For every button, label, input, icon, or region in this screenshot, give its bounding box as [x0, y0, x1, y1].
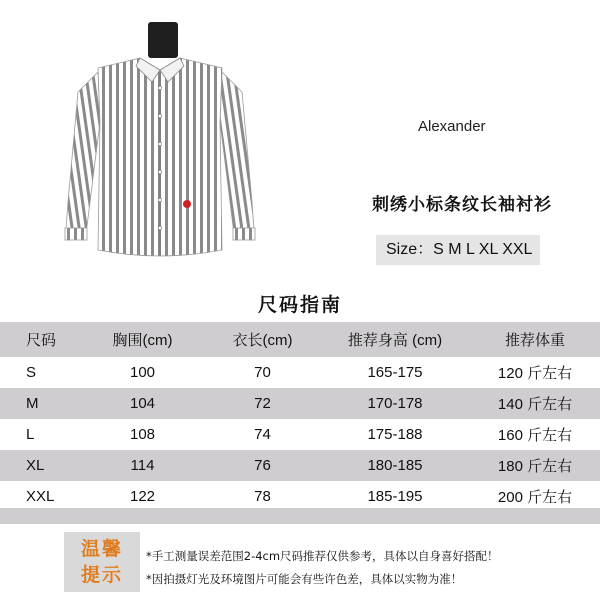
table-row — [0, 450, 600, 481]
cell-weight: 160 斤左右 — [497, 427, 573, 444]
cell-size: XL — [26, 457, 45, 474]
cell-chest: 122 — [129, 488, 156, 505]
cell-weight: 120 斤左右 — [497, 365, 573, 382]
cell-weight: 180 斤左右 — [497, 458, 573, 475]
embroidered-label-icon — [182, 199, 192, 209]
cell-length: 72 — [254, 395, 271, 412]
header-size: 尺码 — [26, 332, 57, 349]
header-chest: 胸围(cm) — [112, 332, 173, 349]
table-row — [0, 357, 600, 388]
notice-label — [64, 532, 140, 592]
cell-height: 180-185 — [367, 457, 423, 474]
cell-chest: 104 — [129, 395, 156, 412]
cell-length: 76 — [254, 457, 271, 474]
cell-chest: 100 — [129, 364, 156, 381]
table-row — [0, 419, 600, 450]
brand-name: Alexander — [418, 118, 486, 135]
cell-height: 175-188 — [367, 426, 423, 443]
cell-length: 70 — [254, 364, 271, 381]
cell-height: 185-195 — [367, 488, 423, 505]
size-table — [0, 322, 600, 512]
cell-chest: 114 — [130, 457, 155, 474]
cell-weight: 140 斤左右 — [497, 396, 573, 413]
cell-length: 78 — [254, 488, 271, 505]
notice-label-line1: 温馨 — [80, 538, 123, 560]
size-chart-title: 尺码指南 — [257, 294, 342, 316]
cell-weight: 200 斤左右 — [497, 489, 573, 506]
cell-chest: 108 — [129, 426, 156, 443]
cell-size: XXL — [26, 488, 55, 505]
size-options: Size：S M L XL XXL — [376, 235, 540, 265]
notice-label-line2: 提示 — [80, 564, 123, 586]
cell-size: S — [26, 364, 37, 381]
header-weight: 推荐体重 — [504, 332, 565, 349]
cell-height: 165-175 — [367, 364, 423, 381]
cell-size: M — [26, 395, 39, 412]
cell-length: 74 — [254, 426, 271, 443]
table-footer-bar — [0, 508, 600, 524]
color-note: *因拍摄灯光及环境图片可能会有些许色差，具体以实物为准！ — [146, 572, 463, 586]
header-height: 推荐身高 (cm) — [347, 332, 443, 349]
cell-height: 170-178 — [367, 395, 423, 412]
product-title: 刺绣小标条纹长袖衬衫 — [372, 195, 552, 215]
measurement-note: *手工测量误差范围2-4cm尺码推荐仅供参考，具体以自身喜好搭配！ — [146, 549, 499, 563]
shirt-image — [60, 52, 260, 257]
table-header — [0, 322, 600, 357]
header-length: 衣长(cm) — [232, 332, 293, 349]
table-row — [0, 388, 600, 419]
cell-size: L — [26, 426, 35, 443]
